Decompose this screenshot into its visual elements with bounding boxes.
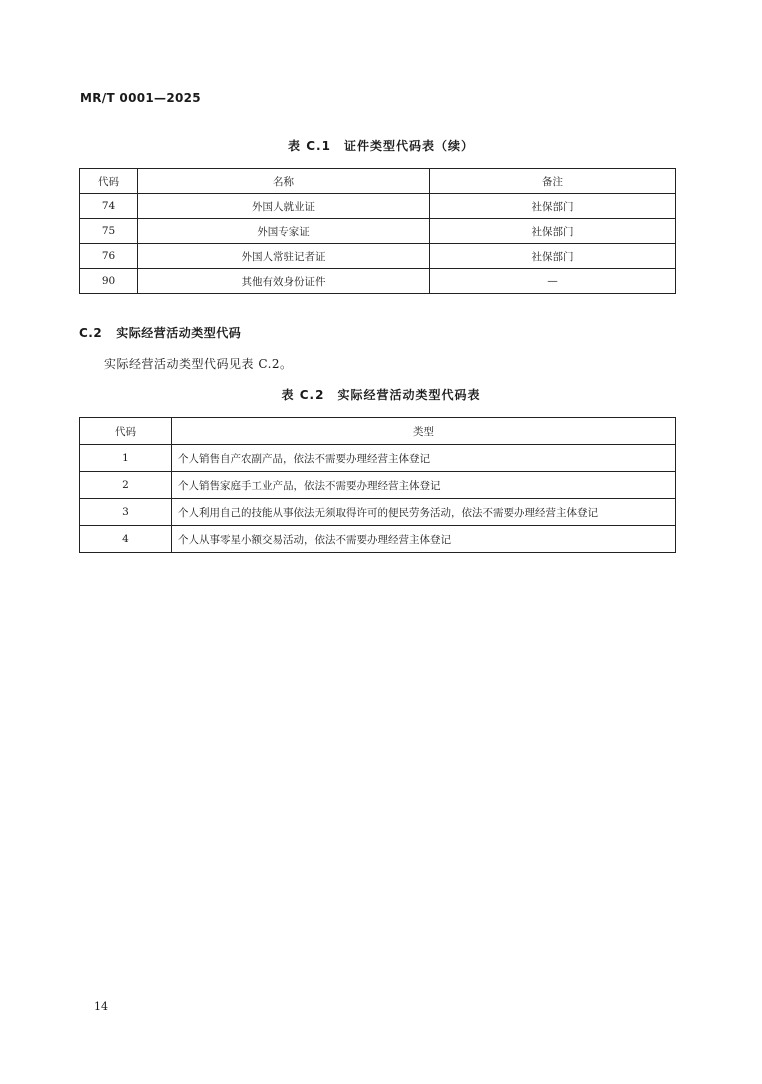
cell-code: 4 bbox=[80, 526, 172, 553]
cell-remark: 社保部门 bbox=[430, 194, 676, 219]
cell-remark: — bbox=[430, 269, 676, 294]
table2 bbox=[79, 417, 676, 553]
table-row bbox=[80, 269, 676, 294]
table-row bbox=[80, 472, 676, 499]
section-title: 实际经营活动类型代码 bbox=[116, 326, 242, 340]
cell-code: 76 bbox=[80, 244, 138, 269]
cell-type: 个人从事零星小额交易活动，依法不需要办理经营主体登记 bbox=[172, 526, 676, 553]
section-heading bbox=[79, 324, 241, 341]
table-header-row bbox=[80, 418, 676, 445]
column-header-name: 名称 bbox=[138, 169, 430, 194]
cell-name: 外国人常驻记者证 bbox=[138, 244, 430, 269]
table2-title: 表 C.2 实际经营活动类型代码表 bbox=[281, 388, 481, 402]
table1-title: 表 C.1 证件类型代码表（续） bbox=[288, 139, 474, 153]
table-row bbox=[80, 194, 676, 219]
table-header-row bbox=[80, 169, 676, 194]
cell-code: 75 bbox=[80, 219, 138, 244]
column-header-code: 代码 bbox=[80, 169, 138, 194]
cell-name: 外国专家证 bbox=[138, 219, 430, 244]
table-row bbox=[80, 219, 676, 244]
table-row bbox=[80, 244, 676, 269]
document-code: MR/T 0001—2025 bbox=[80, 91, 201, 105]
cell-code: 1 bbox=[80, 445, 172, 472]
section-paragraph: 实际经营活动类型代码见表 C.2。 bbox=[104, 357, 293, 371]
cell-name: 外国人就业证 bbox=[138, 194, 430, 219]
section-number: C.2 bbox=[79, 326, 103, 340]
table1 bbox=[79, 168, 676, 294]
cell-name: 其他有效身份证件 bbox=[138, 269, 430, 294]
cell-remark: 社保部门 bbox=[430, 244, 676, 269]
table-row bbox=[80, 499, 676, 526]
column-header-code: 代码 bbox=[80, 418, 172, 445]
cell-code: 74 bbox=[80, 194, 138, 219]
cell-type: 个人销售家庭手工业产品，依法不需要办理经营主体登记 bbox=[172, 472, 676, 499]
cell-remark: 社保部门 bbox=[430, 219, 676, 244]
cell-code: 2 bbox=[80, 472, 172, 499]
column-header-remark: 备注 bbox=[430, 169, 676, 194]
column-header-type: 类型 bbox=[172, 418, 676, 445]
cell-type: 个人销售自产农副产品，依法不需要办理经营主体登记 bbox=[172, 445, 676, 472]
table-row bbox=[80, 526, 676, 553]
cell-code: 90 bbox=[80, 269, 138, 294]
cell-type: 个人利用自己的技能从事依法无须取得许可的便民劳务活动，依法不需要办理经营主体登记 bbox=[172, 499, 676, 526]
table-row bbox=[80, 445, 676, 472]
cell-code: 3 bbox=[80, 499, 172, 526]
page-number: 14 bbox=[94, 1000, 108, 1013]
